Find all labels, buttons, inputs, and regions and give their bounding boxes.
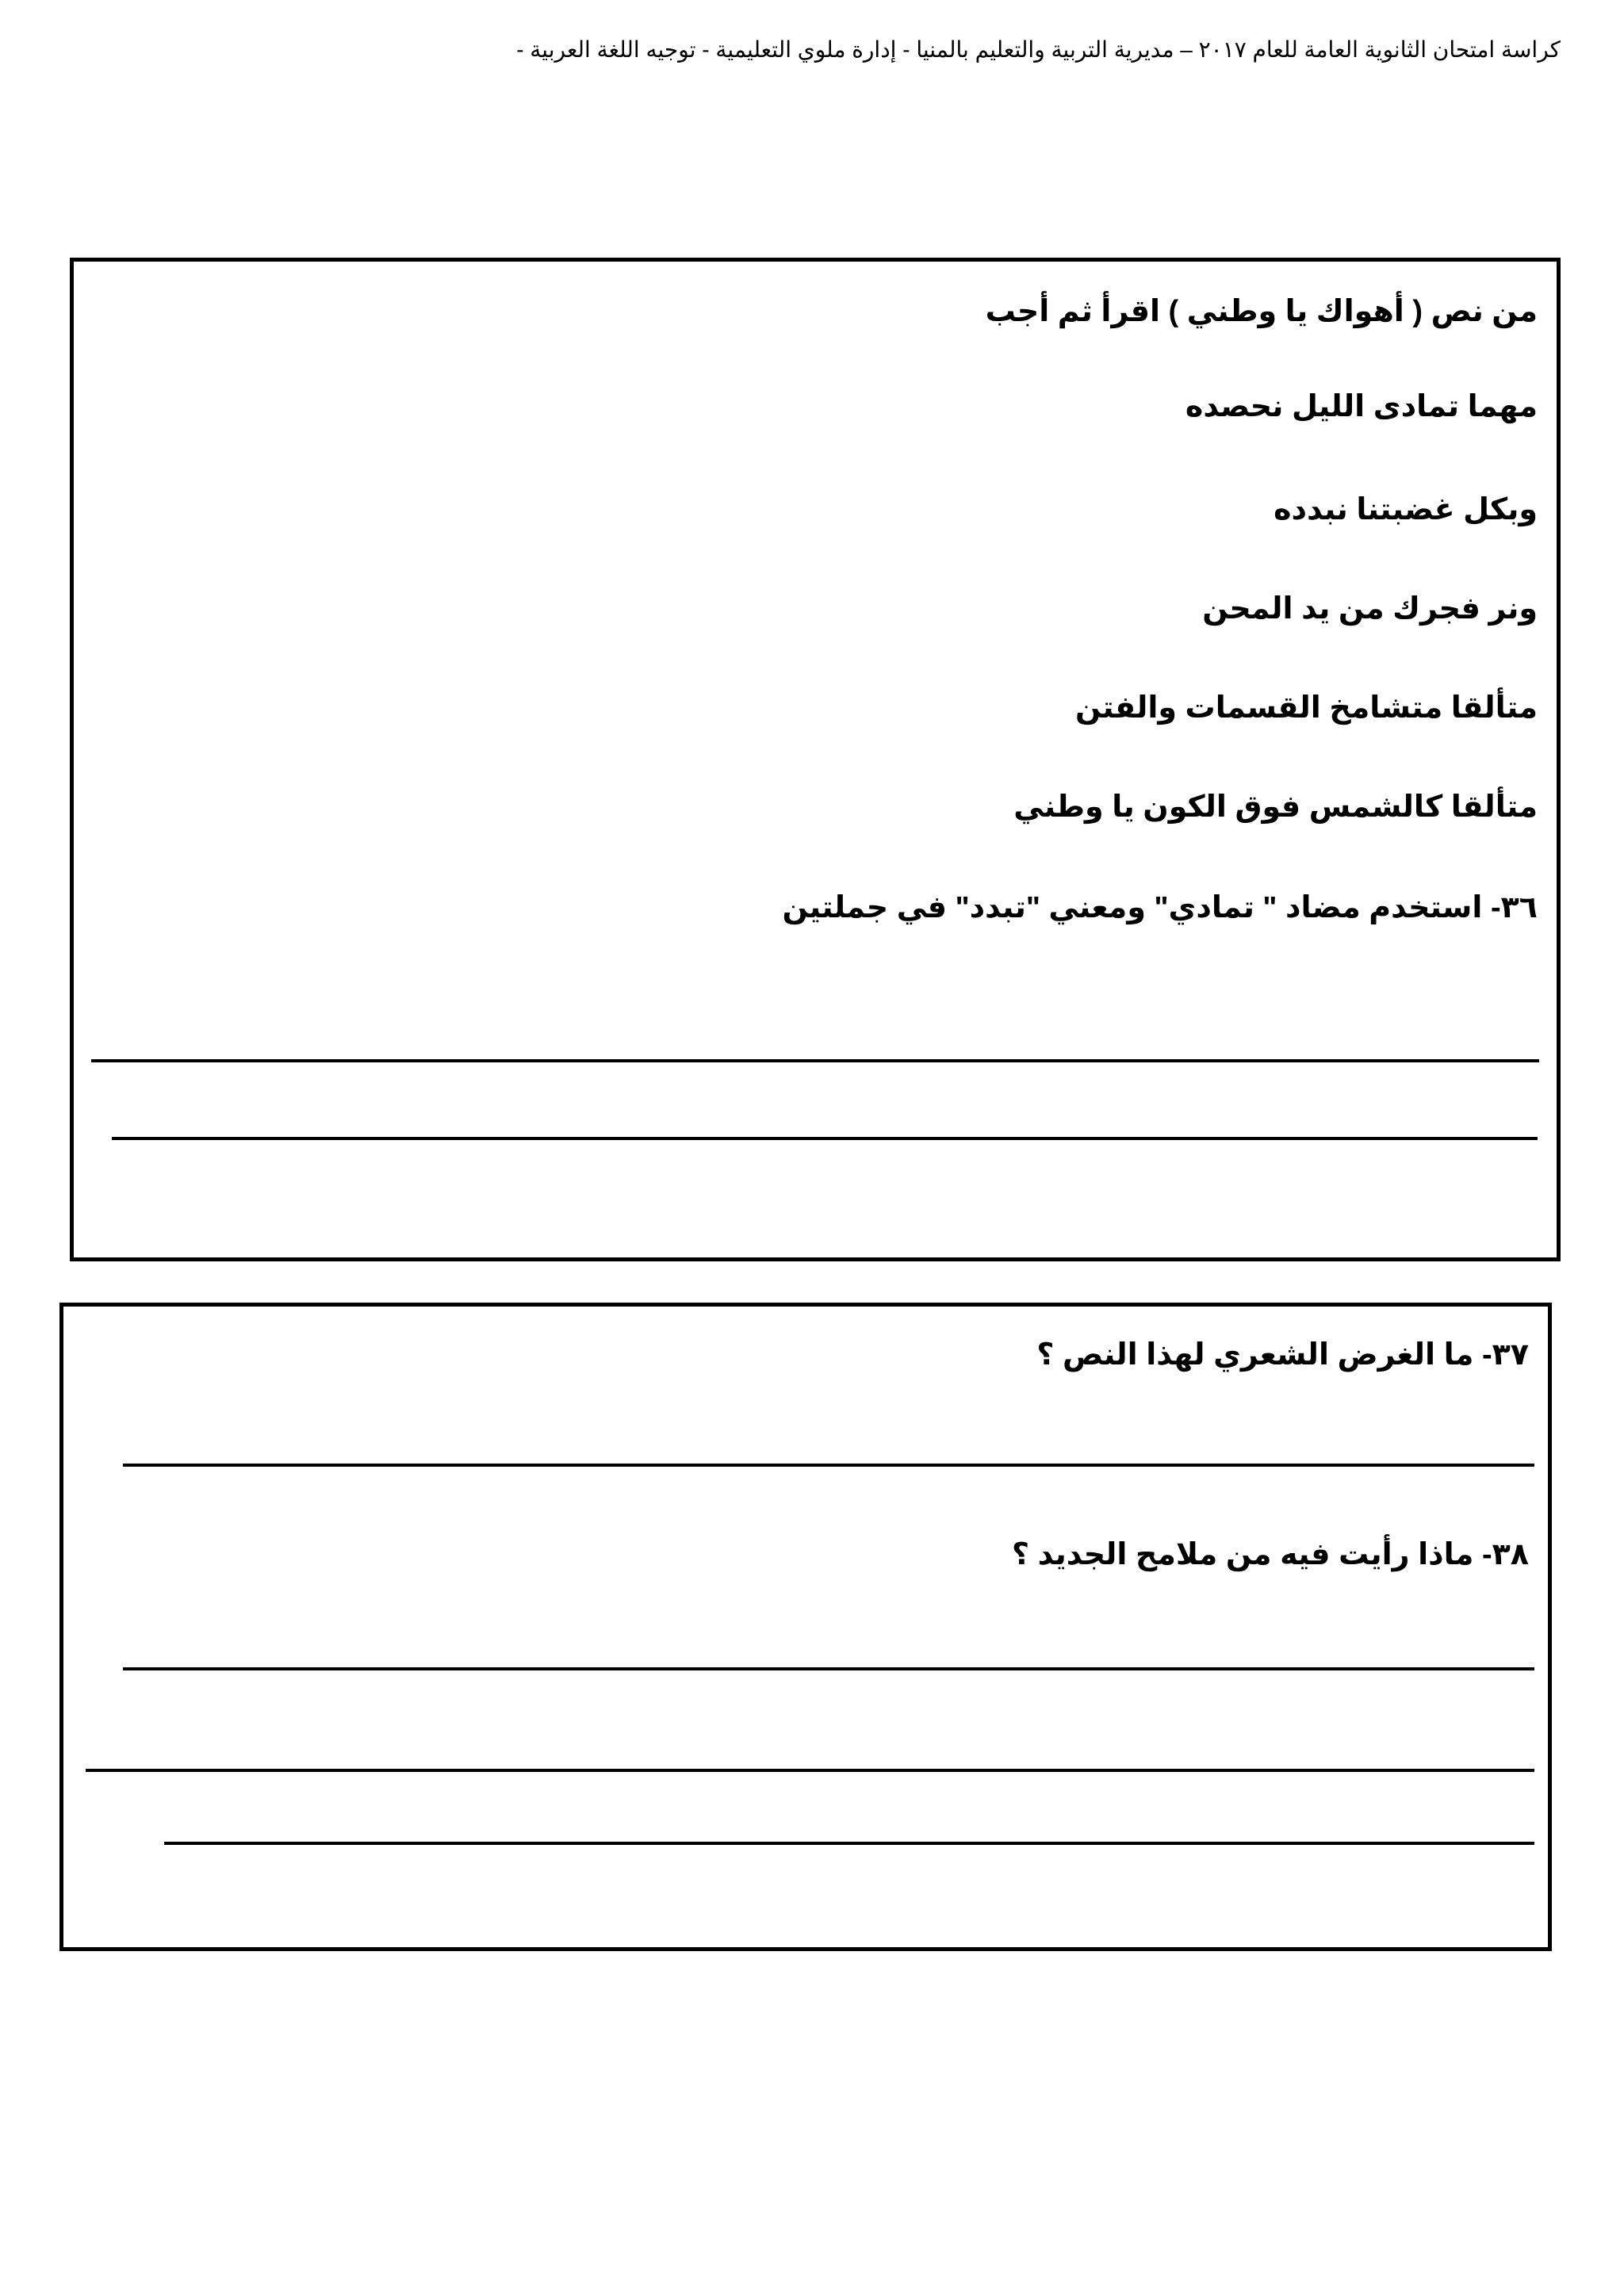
answer-line xyxy=(164,1842,1534,1845)
passage-box xyxy=(70,258,1561,1261)
verse-2: وبكل غضبتنا نبدده xyxy=(1274,493,1538,526)
verse-3: ونر فجرك من يد المحن xyxy=(1202,592,1538,626)
passage-intro: من نص ( أهواك يا وطني ) اقرأ ثم أجب xyxy=(985,295,1538,328)
answer-line xyxy=(112,1137,1538,1140)
verse-5: متألقا كالشمس فوق الكون يا وطني xyxy=(1013,790,1538,824)
questions-box xyxy=(59,1303,1552,1951)
answer-line xyxy=(86,1769,1534,1772)
verse-4: متألقا متشامخ القسمات والفتن xyxy=(1075,691,1538,725)
verse-1: مهما تمادى الليل نحصده xyxy=(1185,390,1538,423)
page-header: كراسة امتحان الثانوية العامة للعام ٢٠١٧ – مديرية التربية والتعليم بالمنيا - إدارة ملوي التعليمية - توجيه اللغة العربية - xyxy=(516,37,1561,62)
question-36: ٣٦- استخدم مضاد " تمادي" ومعني "تبدد" في جملتين xyxy=(782,891,1538,924)
answer-line xyxy=(123,1667,1534,1670)
question-38: ٣٨- ماذا رأيت فيه من ملامح الجديد ؟ xyxy=(1011,1538,1529,1571)
answer-line xyxy=(91,1059,1539,1062)
answer-line xyxy=(123,1464,1534,1467)
question-37: ٣٧- ما الغرض الشعري لهذا النص ؟ xyxy=(1036,1338,1529,1372)
